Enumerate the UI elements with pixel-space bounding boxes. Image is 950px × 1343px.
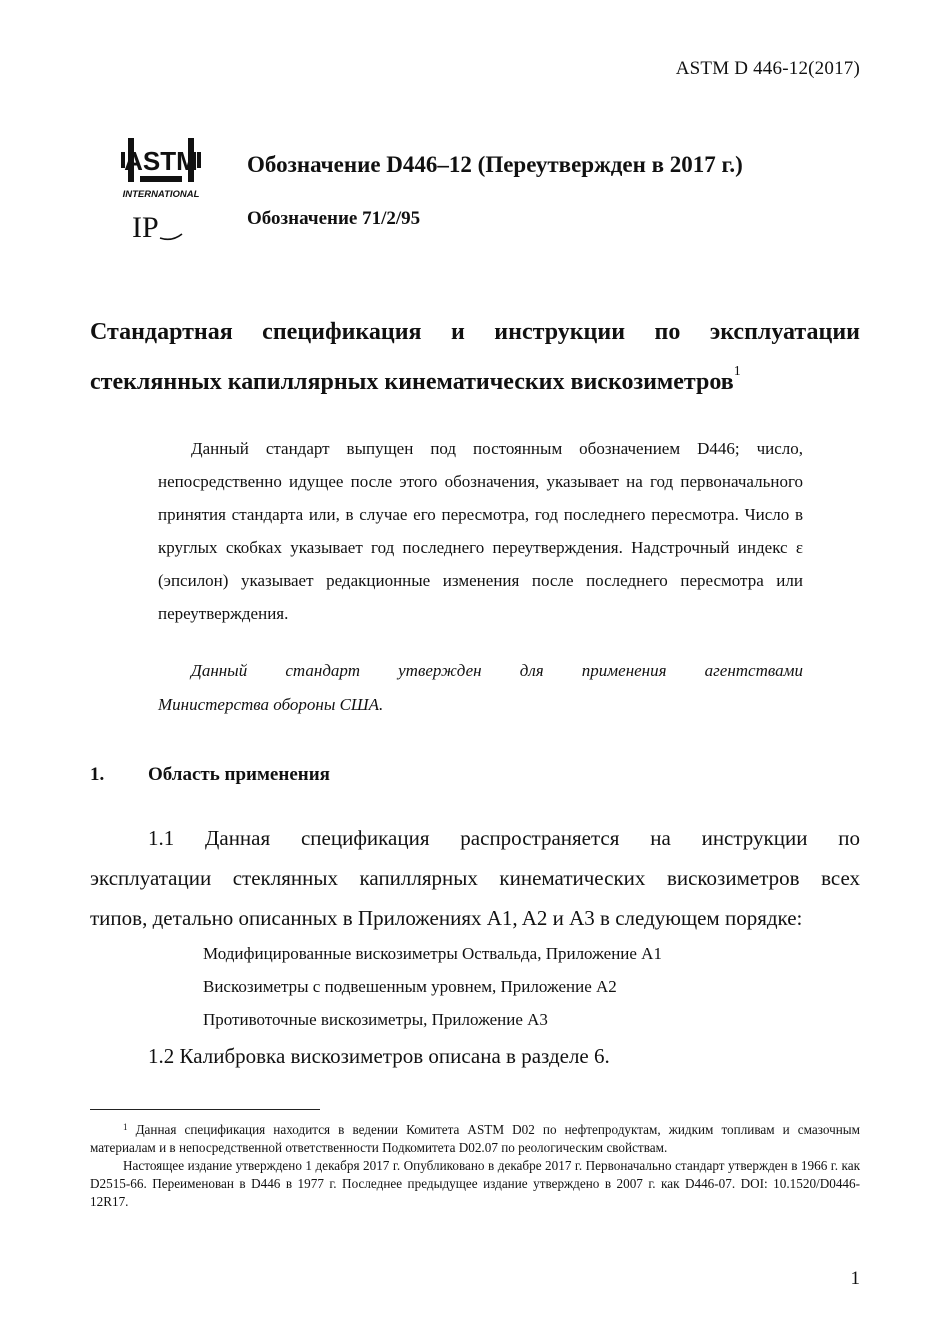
section-title: Область применения [148,764,330,785]
standard-notice: Данный стандарт выпущен под постоянным обозначением D446; число, непосредственно идущее после этого обозначения, указывает на год первоначального принятия стандарта или, в случае его пересмотра, год последнего пересмотра. Число в круглых скобках указывает год последнего переутверждения. Надстрочный индекс ε (эпсилон) указывает редакционные изменения после последнего пересмотра или переутверждения. [158,439,803,623]
standard-code: ASTM D 446-12(2017) [675,58,860,79]
footnote-para-1 [90,1118,860,1157]
footnote-para-2: Настоящее издание утверждено 1 декабря 2017 г. Опубликовано в декабре 2017 г. Первоначально стандарт утвержден в 1966 г. как D2515-66. Переименован в D446 в 1977 г. Последнее предыдущее издание утверждено в 2007 г. как D446-07. DOI: 10.1520/D0446-12R17. [90,1158,860,1209]
astm-logo-caption: INTERNATIONAL [122,189,200,200]
page-number: 1 [850,1268,860,1289]
paragraph-1-1-line-3: типов, детально описанных в Приложениях A1, A2 и A3 в следующем порядке: [90,906,803,930]
ip-logo [130,208,184,244]
footnote-para-1-text: Данная спецификация находится в ведении Комитета ASTM D02 по нефтепродуктам, жидким топливам и смазочным материалам и в непосредственной ответственности Подкомитета D02.07 по реологическим свойствам. [90,1122,860,1155]
section-number: 1. [90,764,105,785]
title-footnote-ref[interactable]: 1 [733,364,741,379]
paragraph-1-1-line-1: 1.1 Данная спецификация распространяется на инструкции по [148,826,860,850]
title-line-1: Стандартная спецификация и инструкции по эксплуатации [90,319,860,345]
viscometer-type-list [203,937,662,1036]
paragraph-1-1 [90,818,860,938]
dod-line-2: Министерства обороны США. [158,695,384,714]
list-item: Противоточные вискозиметры, Приложение A3 [203,1010,548,1029]
ip-designation: Обозначение 71/2/95 [247,208,421,229]
paragraph-1-1-line-2: эксплуатации стеклянных капиллярных кинематических вискозиметров всех [90,866,860,890]
footnote [90,1118,860,1211]
dod-line-1: Данный стандарт утвержден для применения агентствами [191,661,803,680]
dod-approval-note [158,654,803,722]
footnote-divider [90,1109,320,1110]
title-line-2 [90,352,860,402]
astm-logo [118,130,204,202]
title-line-2-text: стеклянных капиллярных кинематических вискозиметров [90,369,734,395]
ip-logo-letters: IP [132,211,159,244]
list-item: Модифицированные вискозиметры Оствальда, Приложение A1 [203,944,662,963]
astm-logo-letters: ASTM [124,146,198,176]
list-item: Вискозиметры с подвешенным уровнем, Приложение A2 [203,977,617,996]
document-title [90,312,860,402]
astm-designation: Обозначение D446–12 (Переутвержден в 2017 г.) [247,152,743,177]
paragraph-1-2: 1.2 Калибровка вискозиметров описана в разделе 6. [148,1044,610,1068]
footnote-marker: 1 [123,1122,128,1132]
